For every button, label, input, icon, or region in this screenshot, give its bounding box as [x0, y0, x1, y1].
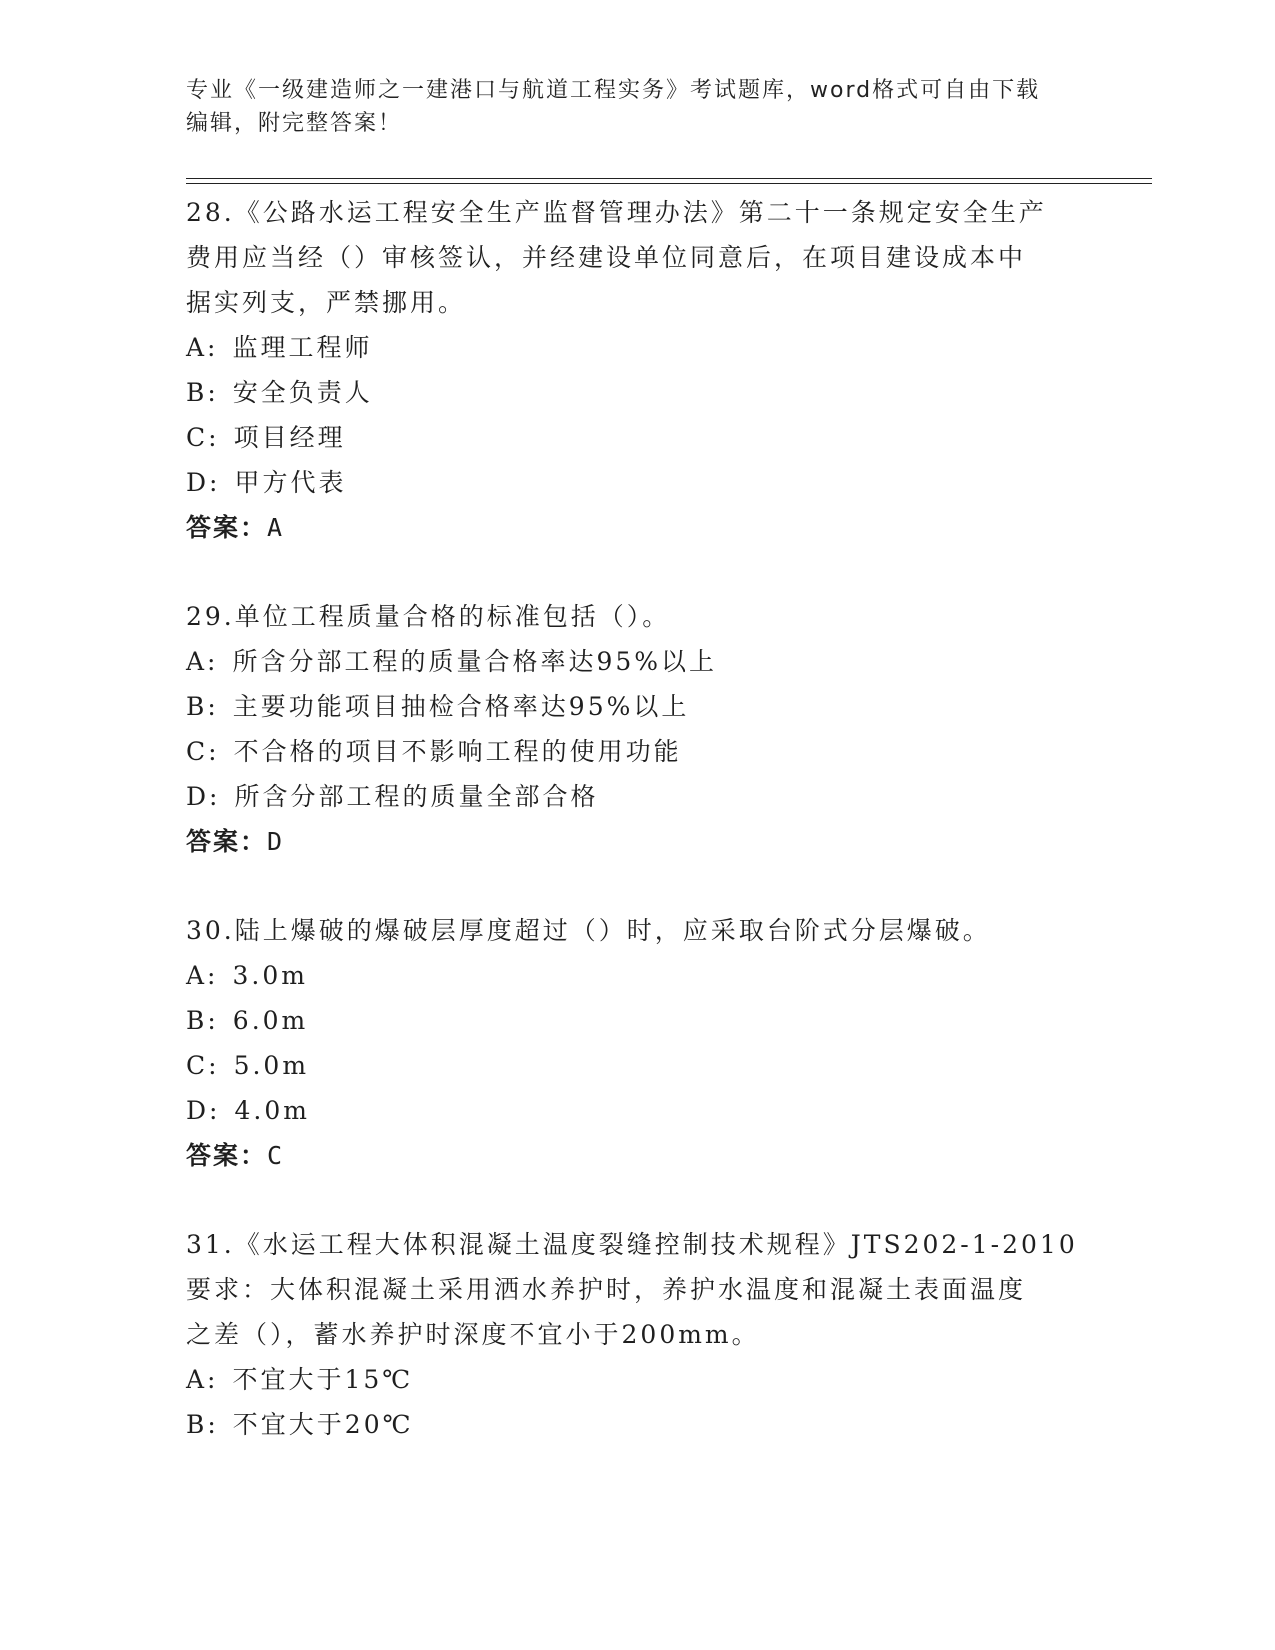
answer-option [186, 953, 1086, 998]
option-text: 不宜大于15℃ [232, 1365, 414, 1394]
question-stem-line: 29.单位工程质量合格的标准包括（）。 [186, 602, 671, 631]
option-key: A: [186, 1365, 219, 1394]
question-item [186, 908, 1086, 1178]
answer-option [186, 325, 1086, 370]
answer-label: 答案： [186, 827, 268, 856]
answer-line [186, 819, 1086, 864]
option-text: 6.0m [232, 1006, 309, 1035]
option-key: B: [186, 692, 219, 721]
answer-label: 答案： [186, 1141, 268, 1170]
question-stem-line: 要求：大体积混凝土采用洒水养护时，养护水温度和混凝土表面温度 [186, 1275, 1027, 1304]
header-line-2: 编辑，附完整答案！ [186, 111, 403, 136]
answer-option [186, 729, 1086, 774]
question-stem [186, 190, 1086, 325]
answer-option [186, 774, 1086, 819]
option-key: C: [186, 737, 220, 766]
answer-option [186, 1088, 1086, 1133]
option-text: 5.0m [233, 1051, 310, 1080]
option-text: 3.0m [232, 961, 308, 990]
question-stem [186, 1222, 1086, 1357]
question-stem-line: 费用应当经（）审核签认，并经建设单位同意后，在项目建设成本中 [186, 243, 1027, 272]
option-key: B: [186, 378, 219, 407]
question-stem-line: 31.《水运工程大体积混凝土温度裂缝控制技术规程》JTS202-1-2010 [186, 1230, 1078, 1259]
option-text: 项目经理 [233, 423, 346, 452]
option-text: 甲方代表 [234, 468, 347, 497]
question-stem-line: 28.《公路水运工程安全生产监督管理办法》第二十一条规定安全生产 [186, 198, 1047, 227]
answer-value: C [267, 1141, 285, 1170]
question-stem [186, 594, 1086, 639]
answer-option [186, 1043, 1086, 1088]
option-text: 所含分部工程的质量合格率达95%以上 [232, 647, 718, 676]
question-stem [186, 908, 1086, 953]
option-key: C: [186, 1051, 220, 1080]
option-text: 不宜大于20℃ [232, 1410, 414, 1439]
option-text: 安全负责人 [232, 378, 373, 407]
option-key: D: [186, 468, 221, 497]
answer-value: A [267, 513, 285, 542]
answer-option [186, 370, 1086, 415]
option-text: 不合格的项目不影响工程的使用功能 [233, 737, 682, 766]
answer-option [186, 998, 1086, 1043]
question-item [186, 594, 1086, 864]
question-stem-line: 30.陆上爆破的爆破层厚度超过（）时，应采取台阶式分层爆破。 [186, 916, 991, 945]
answer-option [186, 639, 1086, 684]
question-list [186, 190, 1086, 1491]
option-key: A: [186, 333, 219, 362]
answer-option [186, 1357, 1086, 1402]
answer-option [186, 1402, 1086, 1447]
option-key: C: [186, 423, 220, 452]
option-text: 所含分部工程的质量全部合格 [234, 782, 599, 811]
question-stem-line: 据实列支，严禁挪用。 [186, 288, 467, 317]
option-text: 主要功能项目抽检合格率达95%以上 [232, 692, 690, 721]
answer-option [186, 460, 1086, 505]
option-key: A: [186, 647, 219, 676]
answer-option [186, 684, 1086, 729]
option-key: A: [186, 961, 219, 990]
header-divider-top [186, 178, 1152, 179]
answer-line [186, 505, 1086, 550]
header-divider-bottom [186, 183, 1152, 184]
question-stem-line: 之差（），蓄水养护时深度不宜小于200mm。 [186, 1320, 760, 1349]
answer-option [186, 415, 1086, 460]
answer-line [186, 1133, 1086, 1178]
answer-value: D [267, 827, 285, 856]
option-text: 4.0m [234, 1096, 310, 1125]
question-item [186, 190, 1086, 550]
header-line-1: 专业《一级建造师之一建港口与航道工程实务》考试题库，word格式可自由下载 [186, 78, 1041, 103]
document-header [186, 74, 1086, 140]
option-key: B: [186, 1006, 219, 1035]
question-item [186, 1222, 1086, 1447]
option-key: B: [186, 1410, 219, 1439]
answer-label: 答案： [186, 513, 268, 542]
option-text: 监理工程师 [232, 333, 373, 362]
option-key: D: [186, 782, 221, 811]
option-key: D: [186, 1096, 221, 1125]
